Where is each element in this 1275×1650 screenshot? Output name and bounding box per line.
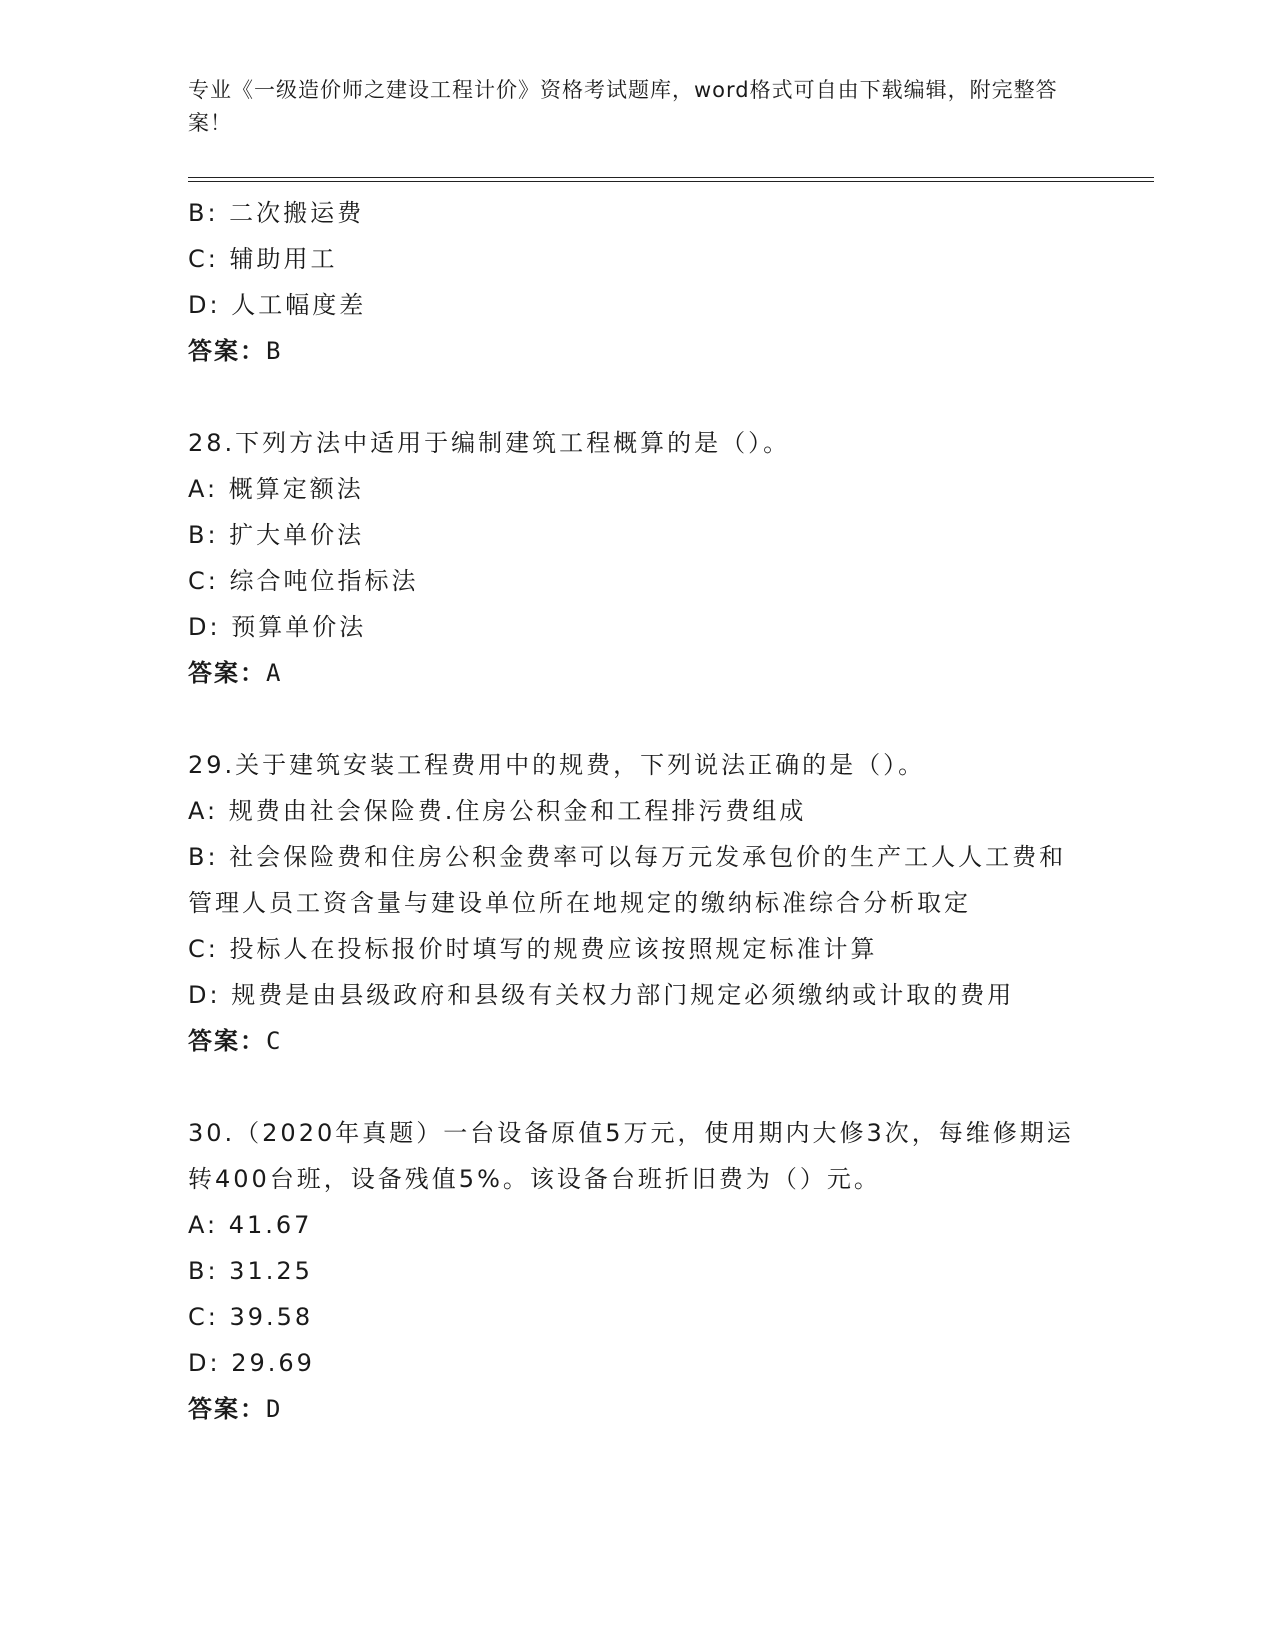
header-text: 专业《一级造价师之建设工程计价》资格考试题库，word格式可自由下载编辑，附完整答案！ (188, 78, 1058, 135)
option-b: B: 二次搬运费 (188, 199, 365, 227)
question-stem: 28.下列方法中适用于编制建筑工程概算的是（）。 (188, 429, 791, 457)
spacer (188, 1064, 1088, 1110)
answer-value: A (266, 659, 283, 687)
question-29 (188, 742, 1088, 1064)
option-d: D: 规费是由县级政府和县级有关权力部门规定必须缴纳或计取的费用 (188, 981, 1015, 1009)
option-c: C: 综合吨位指标法 (188, 567, 419, 595)
option-b: B: 社会保险费和住房公积金费率可以每万元发承包价的生产工人人工费和管理人员工资含量与建设单位所在地规定的缴纳标准综合分析取定 (188, 843, 1067, 917)
answer-value: B (266, 337, 283, 365)
answer-line (188, 1018, 1088, 1064)
header-divider (188, 177, 1154, 182)
option-c: C: 投标人在投标报价时填写的规费应该按照规定标准计算 (188, 935, 878, 963)
question-list (188, 190, 1088, 1432)
answer-label: 答案： (188, 337, 266, 365)
answer-label: 答案： (188, 1395, 266, 1423)
answer-line (188, 650, 1088, 696)
option-d: D: 人工幅度差 (188, 291, 367, 319)
document-header (188, 74, 1088, 140)
option-d: D: 预算单价法 (188, 613, 367, 641)
question-27 (188, 190, 1088, 374)
option-c: C: 39.58 (188, 1303, 314, 1331)
answer-label: 答案： (188, 1027, 266, 1055)
answer-value: C (266, 1027, 283, 1055)
option-a: A: 41.67 (188, 1211, 313, 1239)
answer-value: D (266, 1395, 283, 1423)
spacer (188, 374, 1088, 420)
spacer (188, 696, 1088, 742)
answer-label: 答案： (188, 659, 266, 687)
question-stem: 30.（2020年真题）一台设备原值5万元，使用期内大修3次，每维修期运转400台班，设备残值5%。该设备台班折旧费为（）元。 (188, 1119, 1074, 1193)
option-d: D: 29.69 (188, 1349, 315, 1377)
question-stem: 29.关于建筑安装工程费用中的规费，下列说法正确的是（）。 (188, 751, 926, 779)
option-b: B: 31.25 (188, 1257, 313, 1285)
answer-line (188, 328, 1088, 374)
option-a: A: 概算定额法 (188, 475, 364, 503)
question-30 (188, 1110, 1088, 1432)
answer-line (188, 1386, 1088, 1432)
option-a: A: 规费由社会保险费.住房公积金和工程排污费组成 (188, 797, 807, 825)
question-28 (188, 420, 1088, 696)
option-b: B: 扩大单价法 (188, 521, 365, 549)
option-c: C: 辅助用工 (188, 245, 338, 273)
